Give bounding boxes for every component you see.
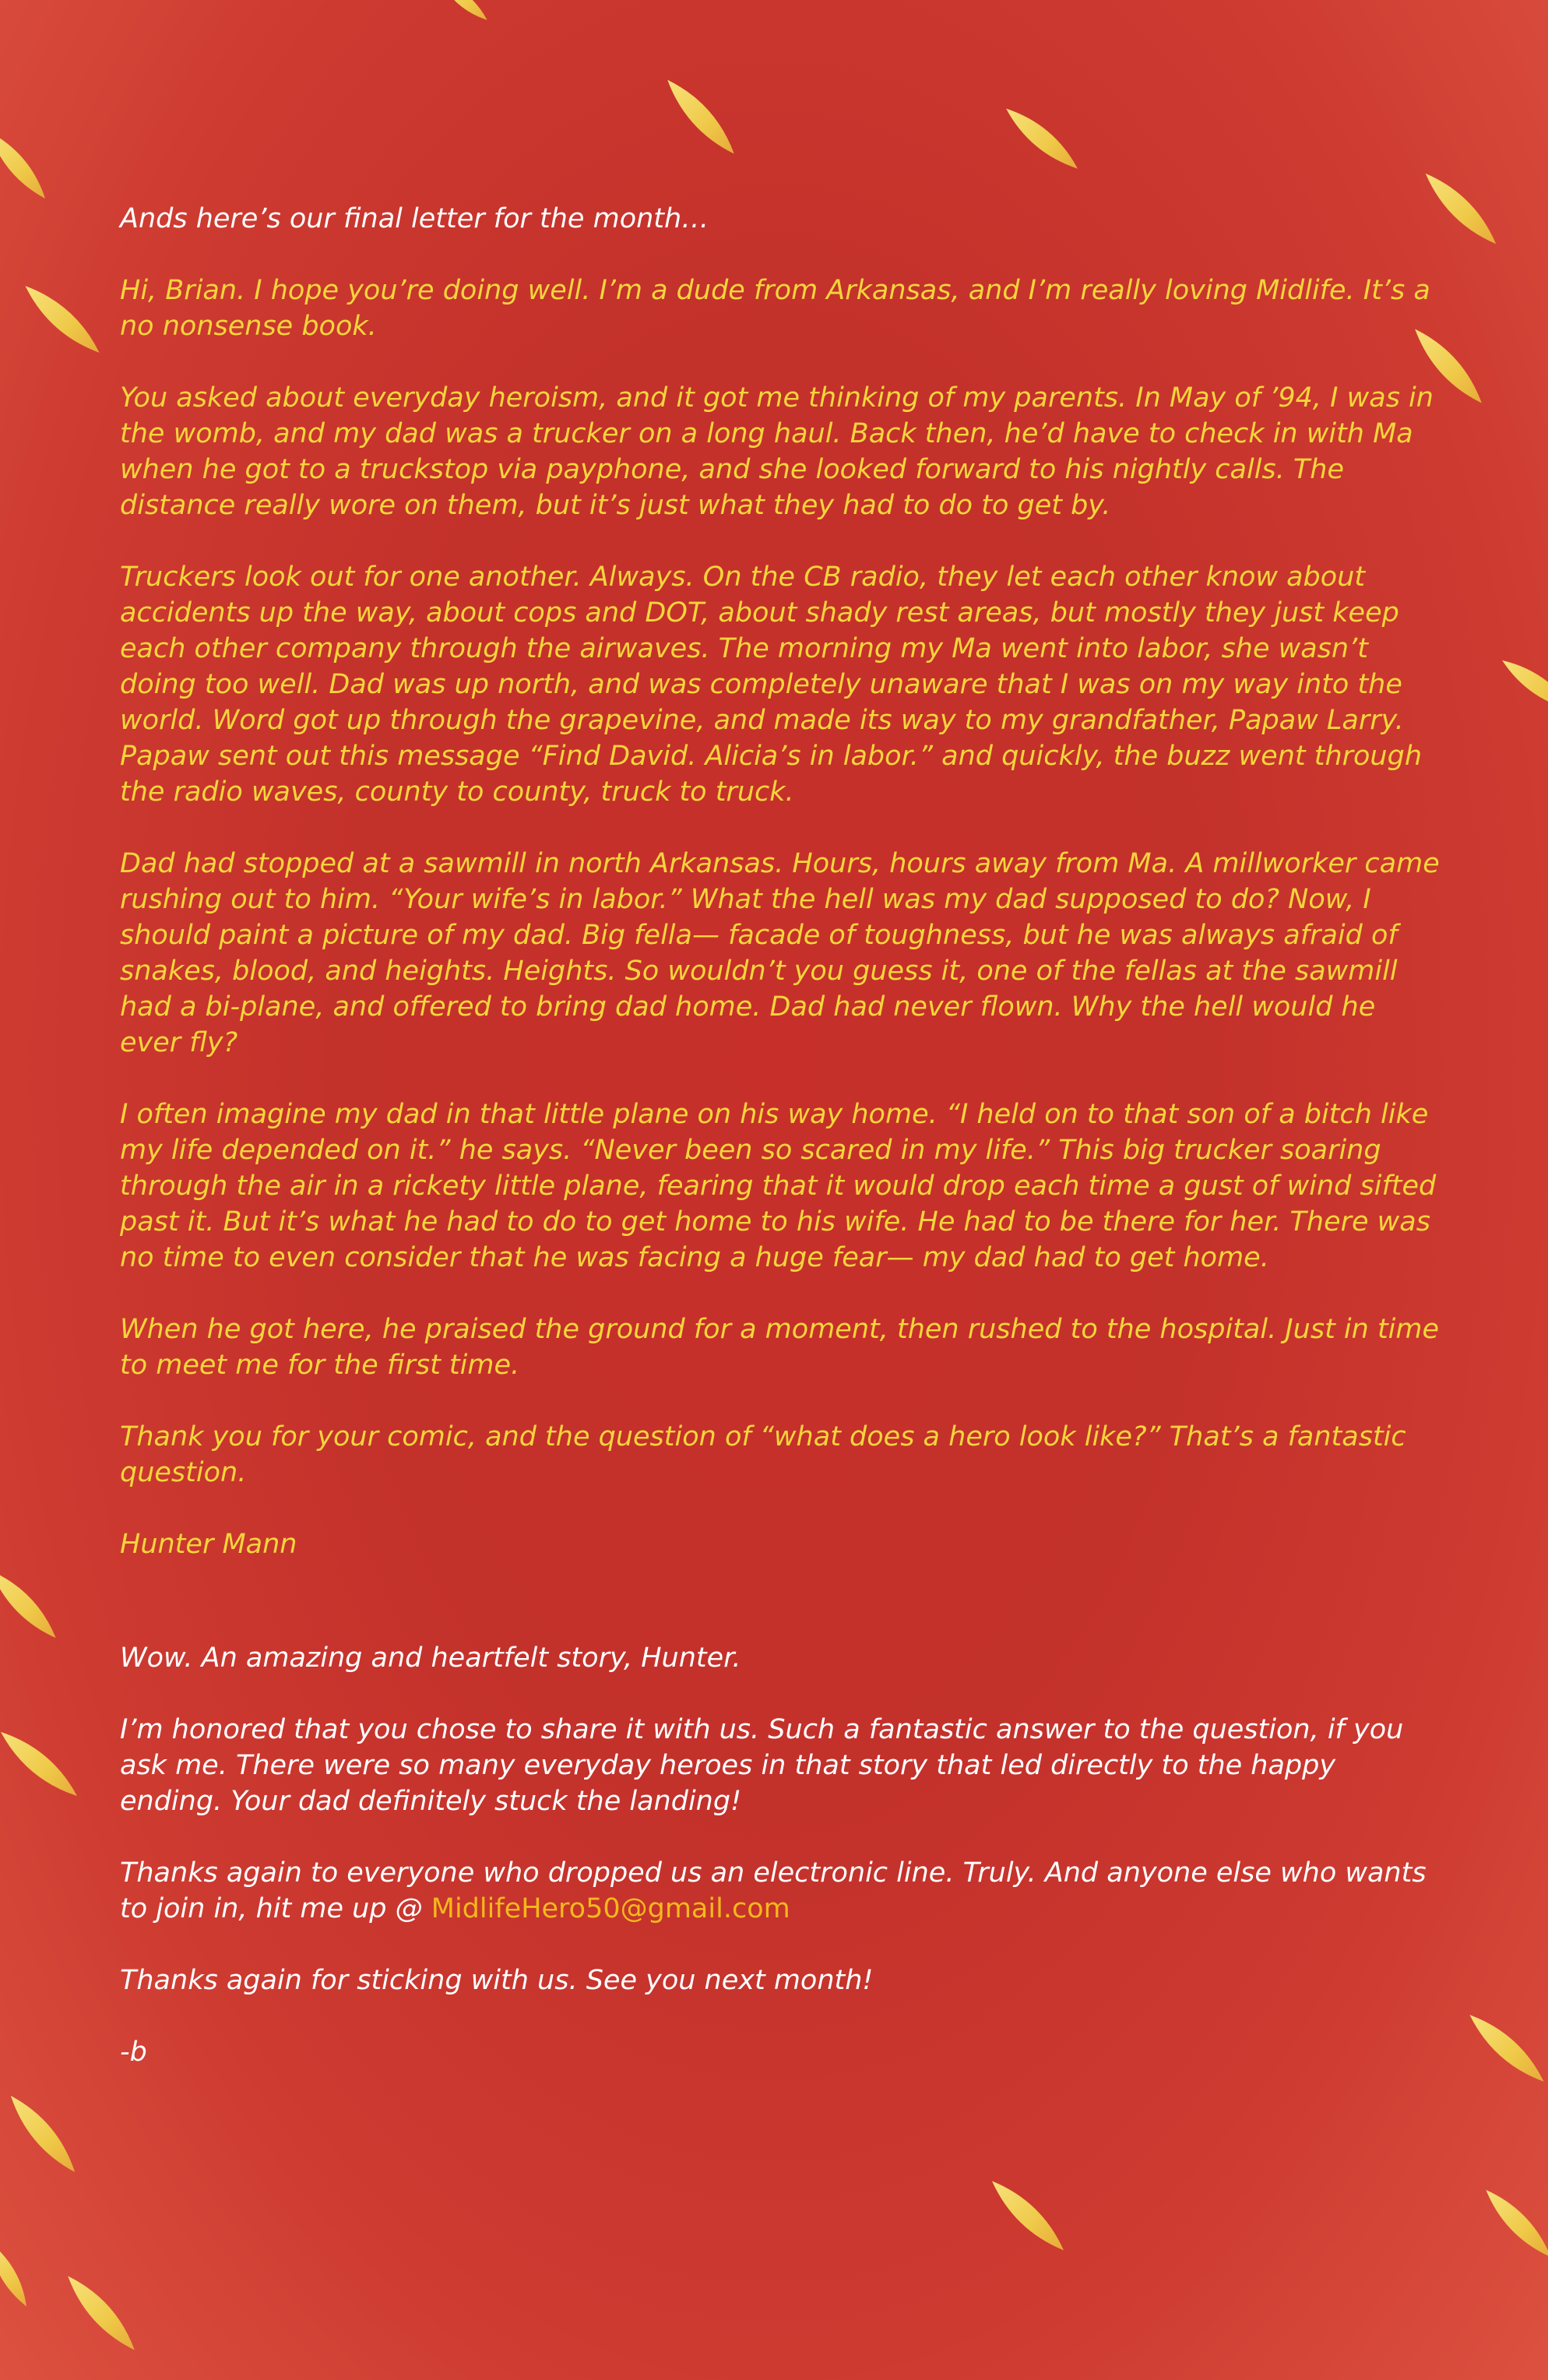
letter-paragraph: Dad had stopped at a sawmill in north Arkansas. Hours, hours away from Ma. A millworker came rushing out to him. “Your wife’s in labor.” What the hell was my dad supposed to do? Now, I should paint a picture of my dad. Big fella— facade of toughness, but he was always afraid of snakes, blood, and heights. Heights. So wouldn’t you guess it, one of the fellas at the sawmill had a bi-plane, and offered to bring dad home. Dad had never flown. Why the hell would he ever fly? bbox=[120, 848, 1440, 1058]
leaf-icon bbox=[1000, 101, 1083, 176]
leaf-icon bbox=[0, 1565, 62, 1645]
leaf-icon bbox=[0, 2238, 33, 2311]
leaf-icon bbox=[435, 0, 491, 25]
letter-paragraph: Thank you for your comic, and the question of “what does a hero look like?” That’s a fantastic question. bbox=[120, 1421, 1406, 1488]
reply-signoff: -b bbox=[120, 2037, 147, 2068]
email-link[interactable]: MidlifeHero50@gmail.com bbox=[431, 1893, 790, 1924]
leaf-icon bbox=[0, 126, 52, 204]
leaf-icon bbox=[61, 2269, 142, 2357]
leaf-icon bbox=[3, 2090, 83, 2179]
letter-paragraph: You asked about everyday heroism, and it got me thinking of my parents. In May of ’94, I was in the womb, and my dad was a trucker on a long haul. Back then, he’d have to check in with Ma when he got to a truckstop via payphone, and she looked forward to his nightly calls. The distance really wore on them, but it’s just what they had to do to get by. bbox=[120, 382, 1434, 521]
leaf-icon bbox=[0, 1724, 83, 1804]
intro-line: Ands here’s our final letter for the month… bbox=[120, 203, 709, 234]
reader-letter bbox=[120, 273, 1444, 1562]
letter-paragraph: I often imagine my dad in that little plane on his way home. “I held on to that son of a bitch like my life depended on it.” he says. “Never been so scared in my life.” This big trucker soaring through the air in a rickety little plane, fearing that it would drop each time a gust of wind sifted past it. But it’s what he had to do to get home to his wife. He had to be there for her. There was no time to even consider that he was facing a huge fear— my dad had to get home. bbox=[120, 1099, 1437, 1273]
leaf-icon bbox=[1479, 2184, 1548, 2264]
letter-paragraph: When he got here, he praised the ground for a moment, then rushed to the hospital. Just in time to meet me for the first time. bbox=[120, 1314, 1440, 1381]
reply-paragraph: Wow. An amazing and heartfelt story, Hunter. bbox=[120, 1642, 741, 1674]
editor-reply bbox=[120, 1640, 1444, 2070]
reply-paragraph: I’m honored that you chose to share it with us. Such a fantastic answer to the question, if you ask me. There were so many everyday heroes in that story that led directly to the happy ending. Your dad definitely stuck the landing! bbox=[120, 1714, 1404, 1817]
reply-paragraph-contact bbox=[120, 1855, 1444, 1927]
leaf-icon bbox=[1463, 2008, 1548, 2090]
leaf-icon bbox=[660, 73, 742, 160]
letter-paragraph: Truckers look out for one another. Always. On the CB radio, they let each other know about accidents up the way, about cops and DOT, about shady rest areas, but mostly they just keep each other company through the airwaves. The morning my Ma went into labor, she wasn’t doing too well. Dad was up north, and was completely unaware that I was on my way into the world. Word got up through the grapevine, and made its way to my grandfather, Papaw Larry. Papaw sent out this message “Find David. Alicia’s in labor.” and quickly, the buzz went through the radio waves, county to county, truck to truck. bbox=[120, 562, 1423, 808]
leaf-icon bbox=[19, 279, 106, 361]
letter-paragraph: Hi, Brian. I hope you’re doing well. I’m a dude from Arkansas, and I’m really loving Midlife. It’s a no nonsense book. bbox=[120, 275, 1430, 342]
letters-column bbox=[120, 201, 1444, 2106]
leaf-icon bbox=[985, 2174, 1071, 2257]
reply-paragraph: Thanks again for sticking with us. See you next month! bbox=[120, 1965, 874, 1996]
reply-contact-text: Thanks again to everyone who dropped us an electronic line. Truly. And anyone else who wants to join in, hit me up @ bbox=[120, 1857, 1427, 1924]
letter-signature: Hunter Mann bbox=[120, 1529, 297, 1560]
leaf-icon bbox=[1497, 653, 1548, 718]
